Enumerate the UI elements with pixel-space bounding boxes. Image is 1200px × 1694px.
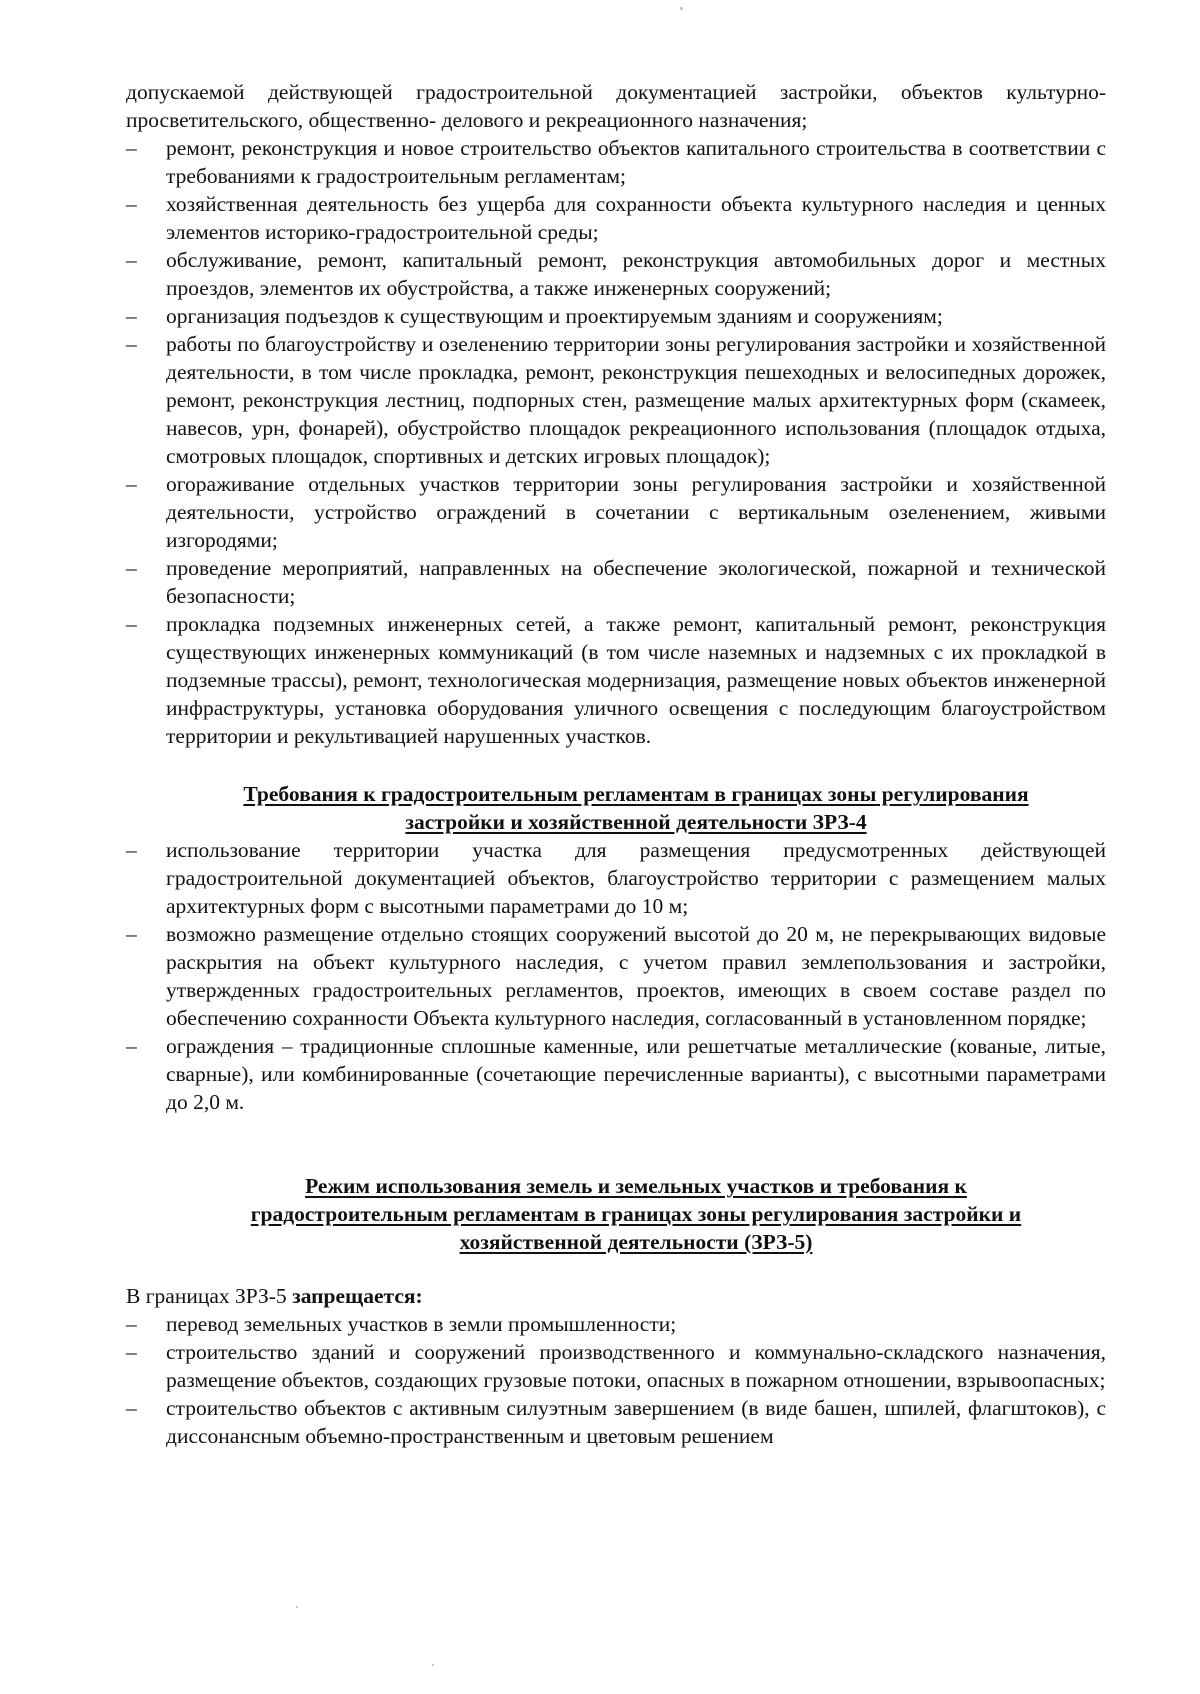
list-item xyxy=(126,554,1106,610)
list-item-text: ремонт, реконструкция и новое строительство объектов капитального строительства в соответствии с требованиями к градостроительным регламентам; xyxy=(166,136,1106,188)
list-item xyxy=(126,246,1106,302)
heading-line: хозяйственной деятельности (ЗРЗ-5) xyxy=(459,1230,813,1254)
list-item xyxy=(126,920,1106,1032)
dash-bullet: – xyxy=(126,136,137,160)
heading-line: Требования к градостроительным регламентам в границах зоны регулирования xyxy=(243,782,1029,806)
dash-bullet: – xyxy=(126,304,137,328)
continuation-paragraph: допускаемой действующей градостроительной документацией застройки, объектов культурно-просветительского, общественно- делового и рекреационного назначения; xyxy=(126,80,1106,132)
list-item-text: ограждения – традиционные сплошные каменные, или решетчатые металлические (кованые, литые, сварные), или комбинированные (сочетающие перечисленные варианты), с высотными параметрами до 2,0 м. xyxy=(166,1034,1106,1114)
list-item xyxy=(126,1338,1106,1394)
dash-bullet: – xyxy=(126,922,137,946)
list-item-text: работы по благоустройству и озеленению территории зоны регулирования застройки и хозяйственной деятельности, в том числе прокладка, ремонт, реконструкция пешеходных и велосипедных дорожек, ремонт, реконструкция лестниц, подпорных стен, размещение малых архитектурных форм (скамеек, навесов, урн, фонарей), обустройство площадок рекреационного использования (площадок отдыха, смотровых площадок, спортивных и детских игровых площадок); xyxy=(166,332,1106,468)
dash-bullet: – xyxy=(126,332,137,356)
dash-bullet: – xyxy=(126,1396,137,1420)
dash-bullet: – xyxy=(126,192,137,216)
list-item xyxy=(126,1394,1106,1450)
list-item-text: прокладка подземных инженерных сетей, а также ремонт, капитальный ремонт, реконструкция существующих инженерных коммуникаций (в том числе наземных и надземных с их прокладкой в подземные трассы), ремонт, технологическая модернизация, размещение новых объектов инженерной инфраструктуры, установка оборудования уличного освещения с последующим благоустройством территории и рекультивацией нарушенных участков. xyxy=(166,612,1106,748)
heading-line: застройки и хозяйственной деятельности ЗРЗ-4 xyxy=(405,810,867,834)
list-item xyxy=(126,470,1106,554)
list-item xyxy=(126,610,1106,750)
intro-bold-text: запрещается: xyxy=(292,1284,423,1308)
zrz5-prohibitions-list xyxy=(126,1310,1106,1450)
dash-bullet: – xyxy=(126,1340,137,1364)
list-item-text: использование территории участка для размещения предусмотренных действующей градостроительной документацией объектов, благоустройство территории с размещением малых архитектурных форм с высотными параметрами до 10 м; xyxy=(166,838,1106,918)
intro-text: В границах ЗРЗ-5 xyxy=(126,1284,293,1308)
zrz4-requirements-list xyxy=(126,836,1106,1116)
list-item xyxy=(126,134,1106,190)
list-item-text: обслуживание, ремонт, капитальный ремонт, реконструкция автомобильных дорог и местных проездов, элементов их обустройства, а также инженерных сооружений; xyxy=(166,248,1106,300)
list-item xyxy=(126,302,1106,330)
heading-line: Режим использования земель и земельных участков и требования к xyxy=(305,1174,967,1198)
list-item-text: строительство зданий и сооружений производственного и коммунально-складского назначения, размещение объектов, создающих грузовые потоки, опасных в пожарном отношении, взрывоопасных; xyxy=(166,1340,1106,1392)
scan-speck xyxy=(296,1606,298,1608)
dash-bullet: – xyxy=(126,838,137,862)
list-item-text: перевод земельных участков в земли промышленности; xyxy=(166,1312,677,1336)
section-heading-zrz5 xyxy=(166,1172,1106,1256)
scan-speck xyxy=(432,1664,434,1666)
dash-bullet: – xyxy=(126,612,137,636)
list-item xyxy=(126,330,1106,470)
document-body xyxy=(126,78,1106,1450)
list-item xyxy=(126,1310,1106,1338)
list-item-text: возможно размещение отдельно стоящих сооружений высотой до 20 м, не перекрывающих видовые раскрытия на объект культурного наследия, с учетом правил землепользования и застройки, утвержденных градостроительных регламентов, проектов, имеющих в своем составе раздел по обеспечению сохранности Объекта культурного наследия, согласованный в установленном порядке; xyxy=(166,922,1106,1030)
list-item xyxy=(126,1032,1106,1116)
list-item xyxy=(126,836,1106,920)
list-item-text: огораживание отдельных участков территории зоны регулирования застройки и хозяйственной деятельности, устройство ограждений в сочетании с вертикальным озеленением, живыми изгородями; xyxy=(166,472,1106,552)
list-item-text: строительство объектов с активным силуэтным завершением (в виде башен, шпилей, флагштоков), с диссонансным объемно-пространственным и цветовым решением xyxy=(166,1396,1106,1448)
section-heading-zrz4 xyxy=(166,780,1106,836)
dash-bullet: – xyxy=(126,1312,137,1336)
dash-bullet: – xyxy=(126,556,137,580)
list-item-text: организация подъездов к существующим и проектируемым зданиям и сооружениям; xyxy=(166,304,943,328)
list-item-text: проведение мероприятий, направленных на обеспечение экологической, пожарной и технической безопасности; xyxy=(166,556,1106,608)
dash-bullet: – xyxy=(126,248,137,272)
scan-speck xyxy=(680,7,683,10)
dash-bullet: – xyxy=(126,1034,137,1058)
heading-line: градостроительным регламентам в границах зоны регулирования застройки и xyxy=(250,1202,1022,1226)
list-item-text: хозяйственная деятельность без ущерба для сохранности объекта культурного наследия и ценных элементов историко-градостроительной среды; xyxy=(166,192,1106,244)
permitted-activities-list xyxy=(126,134,1106,750)
dash-bullet: – xyxy=(126,472,137,496)
zrz5-intro xyxy=(126,1282,1106,1310)
list-item xyxy=(126,190,1106,246)
